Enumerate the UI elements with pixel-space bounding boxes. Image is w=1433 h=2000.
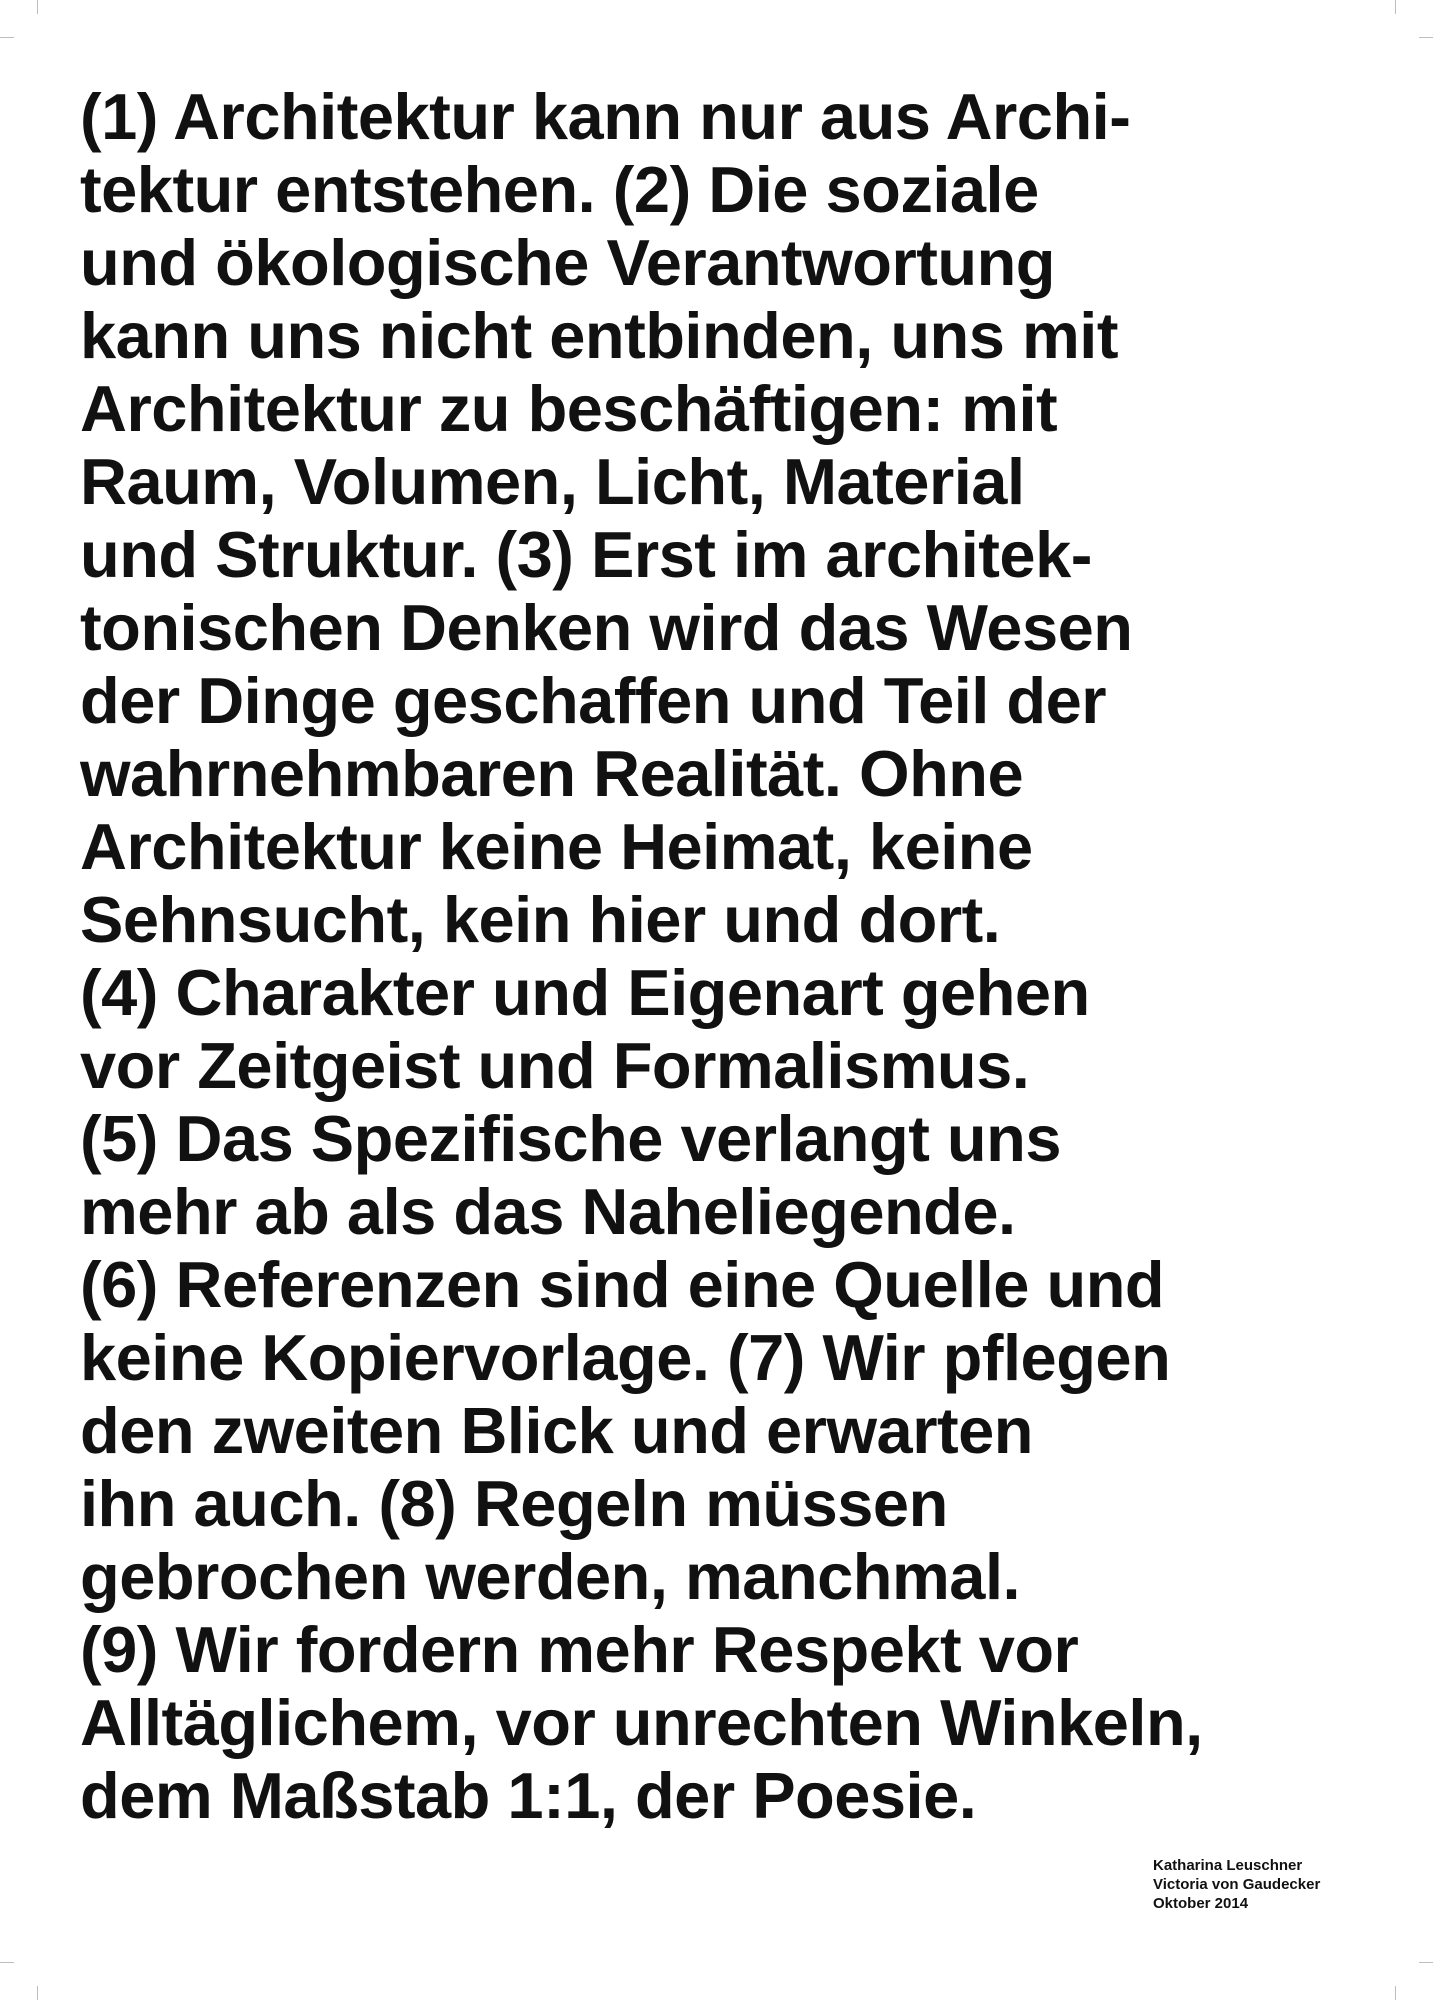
manifesto-line: den zweiten Blick und erwarten <box>80 1394 1033 1467</box>
credits-block <box>1153 1856 1413 1913</box>
publication-date: Oktober 2014 <box>1153 1895 1249 1912</box>
manifesto-line: kann uns nicht entbinden, uns mit <box>80 299 1118 372</box>
manifesto-text <box>80 80 1400 1832</box>
manifesto-line: Sehnsucht, kein hier und dort. <box>80 883 1001 956</box>
manifesto-line: und Struktur. (3) Erst im architek- <box>80 518 1092 591</box>
manifesto-line: vor Zeitgeist und Formalismus. <box>80 1029 1030 1102</box>
manifesto-line: mehr ab als das Naheliegende. <box>80 1175 1016 1248</box>
manifesto-line: gebrochen werden, manchmal. <box>80 1540 1021 1613</box>
manifesto-line: ihn auch. (8) Regeln müssen <box>80 1467 948 1540</box>
manifesto-line: keine Kopiervorlage. (7) Wir pflegen <box>80 1321 1171 1394</box>
crop-mark-bottom-right <box>1395 1986 1396 2000</box>
crop-mark-left-top <box>0 37 14 38</box>
manifesto-line: Alltäglichem, vor unrechten Winkeln, <box>80 1686 1203 1759</box>
manifesto-line: (5) Das Spezifische verlangt uns <box>80 1102 1061 1175</box>
author-name: Victoria von Gaudecker <box>1153 1876 1321 1893</box>
crop-mark-bottom-left <box>37 1986 38 2000</box>
crop-mark-right-top <box>1419 37 1433 38</box>
manifesto-line: tektur entstehen. (2) Die soziale <box>80 153 1039 226</box>
crop-mark-right-bottom <box>1419 1962 1433 1963</box>
author-name: Katharina Leuschner <box>1153 1857 1303 1874</box>
manifesto-line: Raum, Volumen, Licht, Material <box>80 445 1025 518</box>
manifesto-line: Architektur keine Heimat, keine <box>80 810 1033 883</box>
manifesto-line: und ökologische Verantwortung <box>80 226 1056 299</box>
manifesto-line: tonischen Denken wird das Wesen <box>80 591 1133 664</box>
manifesto-line: (6) Referenzen sind eine Quelle und <box>80 1248 1165 1321</box>
manifesto-line: der Dinge geschaffen und Teil der <box>80 664 1107 737</box>
manifesto-line: dem Maßstab 1:1, der Poesie. <box>80 1759 977 1832</box>
manifesto-line: (4) Charakter und Eigenart gehen <box>80 956 1090 1029</box>
manifesto-line: Architektur zu beschäftigen: mit <box>80 372 1058 445</box>
manifesto-line: (1) Architektur kann nur aus Archi- <box>80 80 1131 153</box>
manifesto-line: wahrnehmbaren Realität. Ohne <box>80 737 1024 810</box>
crop-mark-left-bottom <box>0 1962 14 1963</box>
manifesto-line: (9) Wir fordern mehr Respekt vor <box>80 1613 1079 1686</box>
crop-mark-top-right <box>1395 0 1396 14</box>
crop-mark-top-left <box>37 0 38 14</box>
